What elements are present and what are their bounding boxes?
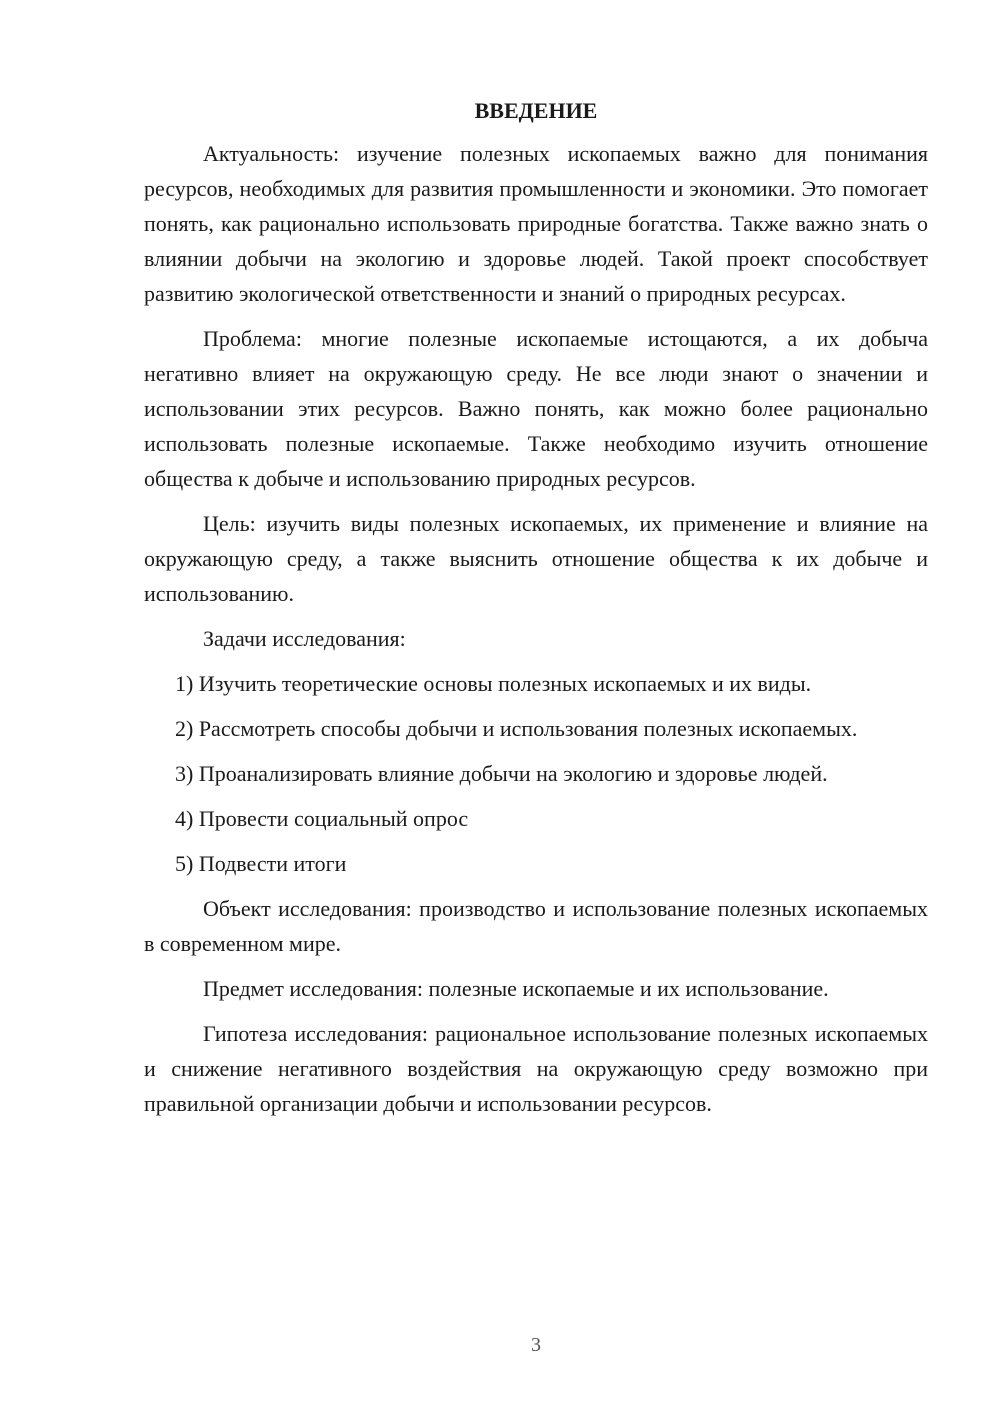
task-item: 2) Рассмотреть способы добычи и использования полезных ископаемых.: [175, 716, 858, 741]
page-title: ВВЕДЕНИЕ: [474, 98, 598, 123]
task-item: 4) Провести социальный опрос: [175, 806, 469, 831]
task-item: 3) Проанализировать влияние добычи на экологию и здоровье людей.: [175, 761, 828, 786]
problem-paragraph: Проблема: многие полезные ископаемые истощаются, а их добыча негативно влияет на окружающую среду. Не все люди знают о значении и использовании этих ресурсов. Важно понять, как можно более рационально использовать полезные ископаемые. Также необходимо изучить отношение общества к добыче и использованию природных ресурсов.: [144, 326, 928, 491]
tasks-heading: Задачи исследования:: [203, 626, 406, 651]
task-item: 1) Изучить теоретические основы полезных ископаемых и их виды.: [175, 671, 812, 696]
goal-paragraph: Цель: изучить виды полезных ископаемых, их применение и влияние на окружающую среду, а также выяснить отношение общества к их добыче и использованию.: [144, 511, 928, 606]
subject-paragraph: Предмет исследования: полезные ископаемые и их использование.: [203, 976, 829, 1001]
relevance-paragraph: Актуальность: изучение полезных ископаемых важно для понимания ресурсов, необходимых для развития промышленности и экономики. Это помогает понять, как рационально использовать природные богатства. Также важно знать о влиянии добычи на экологию и здоровье людей. Такой проект способствует развитию экологической ответственности и знаний о природных ресурсах.: [144, 141, 928, 306]
page-number: 3: [531, 1334, 541, 1356]
page-content: [144, 96, 928, 1131]
task-item: 5) Подвести итоги: [175, 851, 347, 876]
object-paragraph: Объект исследования: производство и использование полезных ископаемых в современном мире.: [144, 896, 928, 956]
hypothesis-paragraph: Гипотеза исследования: рациональное использование полезных ископаемых и снижение негативного воздействия на окружающую среду возможно при правильной организации добычи и использовании ресурсов.: [144, 1021, 928, 1116]
